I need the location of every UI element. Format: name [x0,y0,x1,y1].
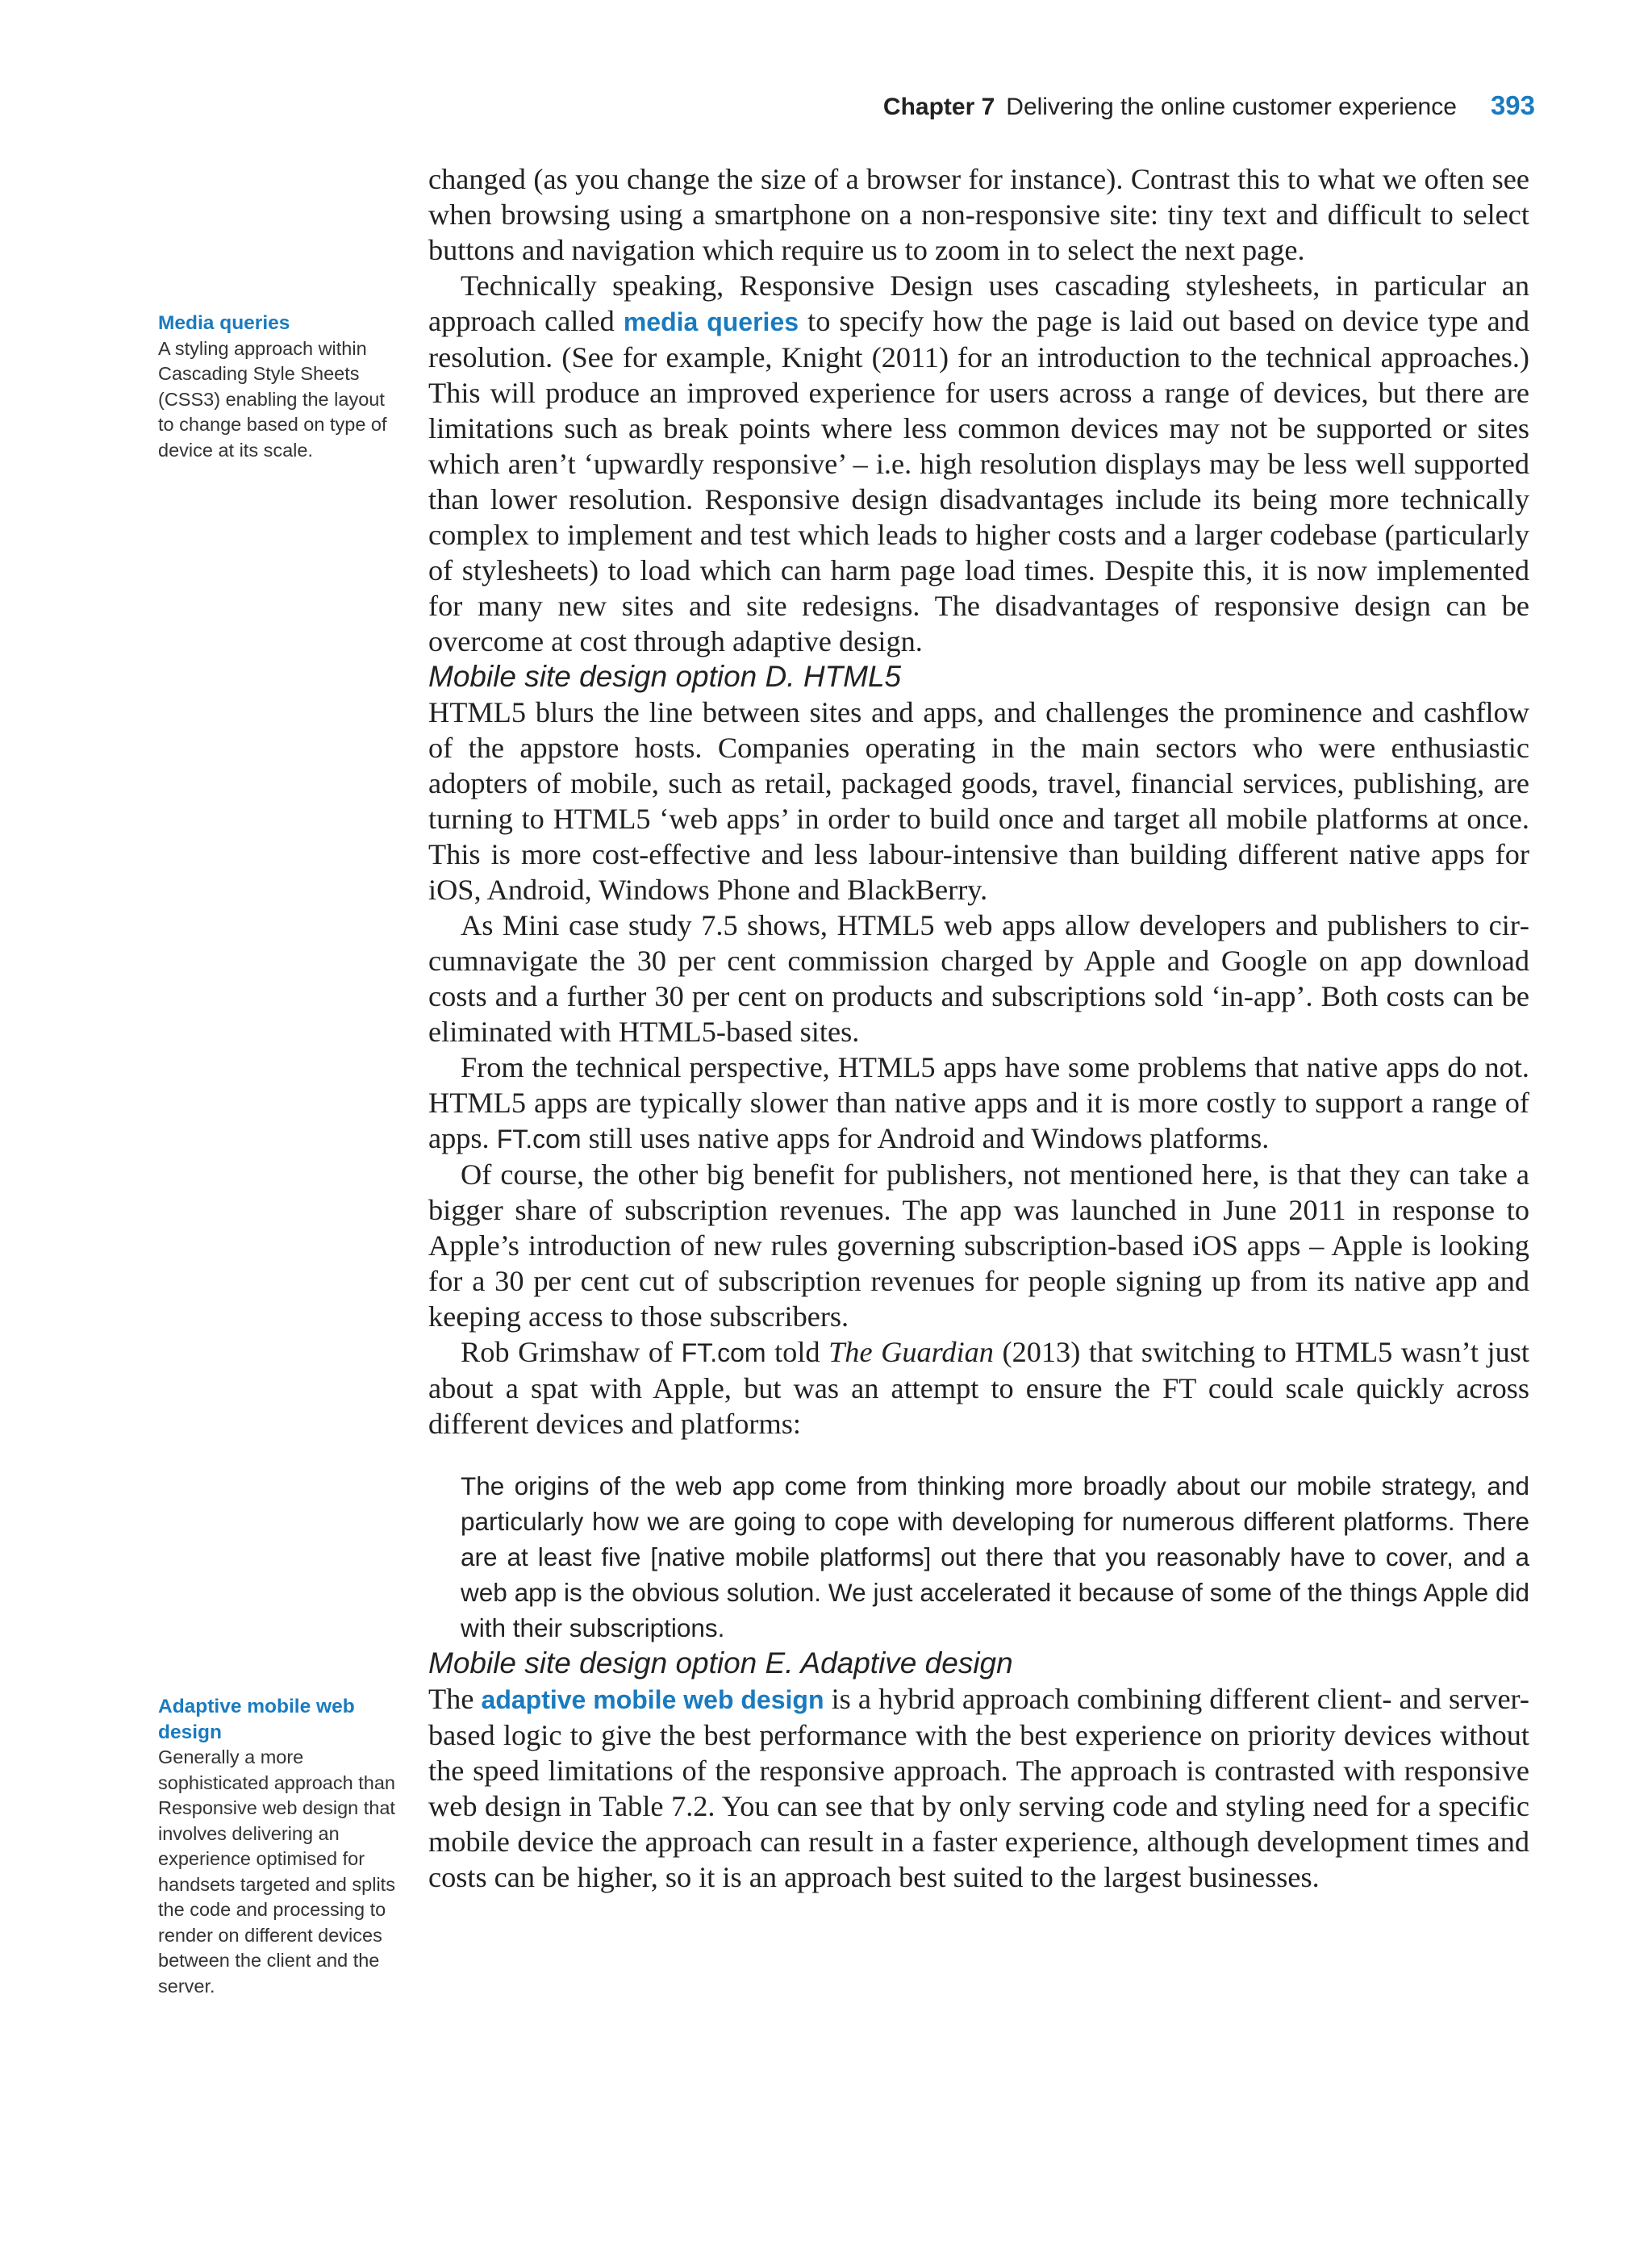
margin-note-adaptive-mobile-web-design [158,1694,400,1999]
paragraph-adaptive-design [428,1681,1529,1895]
text-run: Technically speaking, Responsive Design uses cascading stylesheets, in particular an approach called [428,269,1529,337]
section-heading-html5: Mobile site design option D. HTML5 [428,660,902,693]
margin-note-term: Adaptive mobile web design [158,1696,355,1743]
margin-note-definition: A styling approach within Cascading Style Sheets (CSS3) enabling the layout to change based on type of device at its scale. [158,337,387,461]
paragraph-rob-grimshaw [428,1334,1529,1442]
paragraph-technical-perspective [428,1049,1529,1157]
ft-com-name: FT.com [681,1338,766,1367]
text-run: told [774,1336,820,1368]
keyword-adaptive-mobile-web-design: adaptive mobile web design [481,1685,824,1714]
paragraph-mini-case: As Mini case study 7.5 shows, HTML5 web apps allow developers and publishers to circumnavigate the 30 per cent commission charged by Apple and Google on app download costs and a further 30 per cent on products and subscriptions sold ‘in-app’. Both costs can be eliminated with HTML5-based sites. [428,909,1529,1048]
margin-note-term: Media queries [158,312,290,334]
text-run: The [428,1683,474,1715]
margin-note-media-queries [158,311,400,463]
paragraph-continued: changed (as you change the size of a browser for instance). Contrast this to what we often see when browsing using a smartphone on a non-responsive site: tiny text and difficult to select buttons and navigation which require us to zoom in to select the next page. [428,163,1529,266]
publication-title: The Guardian [828,1336,994,1368]
paragraph-responsive-design [428,268,1529,659]
block-quote: The origins of the web app come from thinking more broadly about our mobile strategy, and particularly how we are going to cope with developing for numerous different platforms. There are at least five [native mobile platforms] out there that you reasonably have to cover, and a web app is the obvious solution. We just accelerated it because of some of the things Apple did with their subscriptions. [461,1471,1529,1642]
section-heading-adaptive-design: Mobile site design option E. Adaptive design [428,1646,1013,1680]
keyword-media-queries: media queries [623,307,799,336]
margin-note-definition: Generally a more sophisticated approach than Responsive web design that involves delivering an experience optimised for handsets targeted and splits the code and processing to render on different devices between the client and the server. [158,1746,395,1997]
paragraph-publisher-benefit: Of course, the other big benefit for publishers, not mentioned here, is that they can take a bigger share of subscription revenues. The app was launched in June 2011 in response to Apple’s introduction of new rules governing subscription-based iOS apps – Apple is looking for a 30 per cent cut of subscription revenues for people signing up from its native app and keeping access to those subscribers. [428,1158,1529,1333]
text-run: Rob Grimshaw of [461,1336,674,1368]
text-run: is a hybrid approach combining different client- and server-based logic to give the best performance with the best experience on priority devices without the speed limitations of the responsive approach. The approach is contrasted with responsive web design in Table 7.2. You can see that by only serving code and styling need for a specific mobile device the approach can result in a faster experience, although development times and costs can be higher, so it is an approach best suited to the largest businesses. [428,1683,1529,1893]
main-text [428,161,1529,1895]
chapter-title: Delivering the online customer experience [1006,94,1457,120]
ft-com-name: FT.com [496,1125,582,1154]
text-run: (2013) that switching to HTML5 wasn’t just about a spat with Apple, but was an attempt to ensure the FT could scale quickly across different devices and platforms: [428,1336,1529,1440]
text-run: to specify how the page is laid out based on device type and resolution. (See for example, Knight (2011) for an introduction to the technical approaches.) This will produce an improved experience for users across a range of devices, but there are limitations such as break points where less common devices may not be supported or sites which aren’t ‘upwardly responsive’ – i.e. high resolution displays may be less well supported than lower resolution. Responsive design disadvantages include its being more technically complex to implement and test which leads to higher costs and a larger codebase (particularly of stylesheets) to load which can harm page load times. Despite this, it is now implemented for many new sites and site redesigns. The disadvantages of responsive design can be overcome at cost through adaptive design. [428,305,1530,657]
paragraph-html5-intro: HTML5 blurs the line between sites and apps, and challenges the prominence and cashflow of the appstore hosts. Companies operating in the main sectors who were enthusiastic adopters of mobile, such as retail, packaged goods, travel, financial services, publishing, are turning to HTML5 ‘web apps’ in order to build once and target all mobile platforms at once. This is more cost-effective and less labour-intensive than building different native apps for iOS, Android, Windows Phone and BlackBerry. [428,696,1529,906]
chapter-label: Chapter 7 [882,94,995,120]
text-run: From the technical perspective, HTML5 apps have some problems that native apps do not. HTML5 apps are typically slower than native apps and it is more costly to support a range of apps. [428,1051,1529,1154]
running-header [883,90,1535,131]
page-number: 393 [1490,90,1535,120]
text-run: still uses native apps for Android and Windows platforms. [588,1122,1270,1154]
